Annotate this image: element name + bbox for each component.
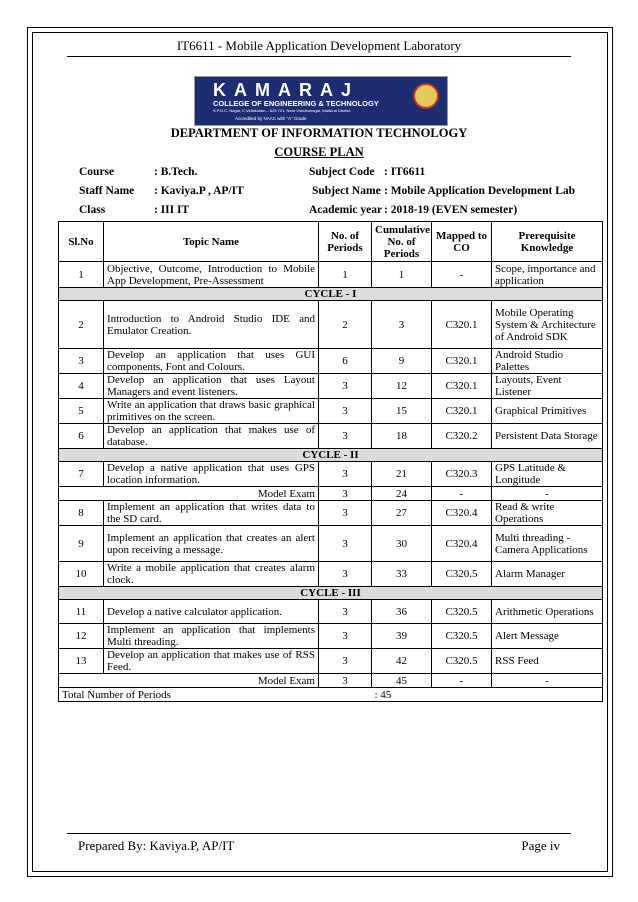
slno-cell: 12 <box>59 624 104 649</box>
cumulative-cell: 12 <box>372 374 432 399</box>
slno-cell: 9 <box>59 526 104 562</box>
prerequisite-cell: Alarm Manager <box>492 562 603 587</box>
academic-year-label: Academic year <box>309 204 383 216</box>
department-title: DEPARTMENT OF INFORMATION TECHNOLOGY <box>170 126 468 140</box>
header-prerequisite: Prerequisite Knowledge <box>492 222 603 262</box>
prerequisite-cell: Android Studio Palettes <box>492 349 603 374</box>
college-logo <box>194 76 448 126</box>
topic-cell: Develop an application that uses Layout Managers and event listeners. <box>104 374 319 399</box>
prerequisite-cell: Scope, importance and application <box>492 262 603 288</box>
cycle-row <box>59 587 603 600</box>
cycle-row <box>59 449 603 462</box>
topic-cell: Implement an application that writes data to the SD card. <box>104 501 319 526</box>
cumulative-cell: 33 <box>372 562 432 587</box>
course-plan-table <box>58 221 603 702</box>
prerequisite-cell: Persistent Data Storage <box>492 424 603 449</box>
periods-cell: 1 <box>319 262 372 288</box>
topic-cell: Develop an application that makes use of RSS Feed. <box>104 649 319 674</box>
cumulative-cell: 18 <box>372 424 432 449</box>
table-row <box>59 600 603 624</box>
periods-cell: 6 <box>319 349 372 374</box>
topic-cell: Implement an application that creates an alert upon receiving a message. <box>104 526 319 562</box>
slno-cell: 10 <box>59 562 104 587</box>
prerequisite-cell: GPS Latitude & Longitude <box>492 462 603 487</box>
prerequisite-cell: Multi threading - Camera Applications <box>492 526 603 562</box>
cumulative-cell: 3 <box>372 301 432 349</box>
header-mapped-co: Mapped to CO <box>432 222 492 262</box>
prerequisite-cell: Alert Message <box>492 624 603 649</box>
page-header: IT6611 - Mobile Application Development Laboratory <box>176 38 462 53</box>
table-row <box>59 301 603 349</box>
cumulative-cell: 36 <box>372 600 432 624</box>
table-row <box>59 562 603 587</box>
periods-cell: 3 <box>319 487 372 501</box>
periods-cell: 3 <box>319 674 372 688</box>
topic-cell: Introduction to Android Studio IDE and Emulator Creation. <box>104 301 319 349</box>
total-row <box>59 688 603 702</box>
prepared-by: Prepared By: Kaviya.P, AP/IT <box>78 838 235 853</box>
periods-cell: 3 <box>319 501 372 526</box>
mapped-co-cell: C320.3 <box>432 462 492 487</box>
header-topic: Topic Name <box>104 222 319 262</box>
topic-cell: Develop an application that uses GUI components, Font and Colours. <box>104 349 319 374</box>
cumulative-cell: 30 <box>372 526 432 562</box>
cycle-row <box>59 288 603 301</box>
table-row <box>59 462 603 487</box>
mapped-co-cell: C320.1 <box>432 349 492 374</box>
cumulative-cell: 24 <box>372 487 432 501</box>
logo-address: S.P.G.C. Nagar, K.Vellakulam – 625 701, Near Virudhunagar, Madurai District. <box>213 108 352 113</box>
periods-cell: 3 <box>319 624 372 649</box>
header-periods: No. of Periods <box>319 222 372 262</box>
subject-code-label: Subject Code <box>309 166 375 178</box>
slno-cell: 6 <box>59 424 104 449</box>
academic-year-value: : 2018-19 (EVEN semester) <box>384 204 518 216</box>
subject-name-value: : Mobile Application Development Lab <box>384 185 576 197</box>
cumulative-cell: 21 <box>372 462 432 487</box>
slno-cell: 5 <box>59 399 104 424</box>
logo-accreditation: Accredited by NAAC with "A" Grade <box>235 116 307 121</box>
topic-cell: Write a mobile application that creates alarm clock. <box>104 562 319 587</box>
prerequisite-cell: Graphical Primitives <box>492 399 603 424</box>
table-row <box>59 399 603 424</box>
slno-cell: 11 <box>59 600 104 624</box>
mapped-co-cell: - <box>432 674 492 688</box>
periods-cell: 3 <box>319 399 372 424</box>
total-value: : 45 <box>372 688 603 702</box>
slno-cell: 4 <box>59 374 104 399</box>
exam-row <box>59 674 603 688</box>
mapped-co-cell: C320.4 <box>432 526 492 562</box>
class-value: : III IT <box>154 204 190 216</box>
footer-rule <box>67 833 571 834</box>
exam-row <box>59 487 603 501</box>
cumulative-cell: 1 <box>372 262 432 288</box>
table-row <box>59 526 603 562</box>
prerequisite-cell: - <box>492 674 603 688</box>
exam-label: Model Exam <box>59 674 319 688</box>
table-row <box>59 374 603 399</box>
cycle-label: CYCLE - II <box>59 449 603 462</box>
course-value: : B.Tech. <box>154 166 198 178</box>
course-plan-title: COURSE PLAN <box>274 145 364 159</box>
topic-cell: Write an application that draws basic graphical primitives on the screen. <box>104 399 319 424</box>
course-label: Course <box>79 166 115 178</box>
prerequisite-cell: RSS Feed <box>492 649 603 674</box>
cumulative-cell: 15 <box>372 399 432 424</box>
cycle-label: CYCLE - I <box>59 288 603 301</box>
periods-cell: 3 <box>319 649 372 674</box>
mapped-co-cell: C320.5 <box>432 562 492 587</box>
staff-label: Staff Name <box>79 185 135 197</box>
prerequisite-cell: - <box>492 487 603 501</box>
mapped-co-cell: C320.5 <box>432 624 492 649</box>
topic-cell: Develop a native calculator application. <box>104 600 319 624</box>
periods-cell: 3 <box>319 562 372 587</box>
periods-cell: 3 <box>319 424 372 449</box>
prerequisite-cell: Read & write Operations <box>492 501 603 526</box>
mapped-co-cell: C320.1 <box>432 301 492 349</box>
mapped-co-cell: C320.2 <box>432 424 492 449</box>
seal-icon <box>413 83 439 109</box>
topic-cell: Objective, Outcome, Introduction to Mobile App Development, Pre-Assessment <box>104 262 319 288</box>
slno-cell: 8 <box>59 501 104 526</box>
slno-cell: 13 <box>59 649 104 674</box>
slno-cell: 1 <box>59 262 104 288</box>
page-number: Page iv <box>521 838 560 853</box>
subject-code-value: : IT6611 <box>384 166 426 178</box>
subject-name-label: Subject Name <box>312 185 381 197</box>
mapped-co-cell: C320.4 <box>432 501 492 526</box>
prerequisite-cell: Layouts, Event Listener <box>492 374 603 399</box>
slno-cell: 3 <box>59 349 104 374</box>
cumulative-cell: 42 <box>372 649 432 674</box>
mapped-co-cell: C320.1 <box>432 399 492 424</box>
cumulative-cell: 9 <box>372 349 432 374</box>
logo-name: KAMARAJ <box>213 80 359 100</box>
mapped-co-cell: - <box>432 262 492 288</box>
cumulative-cell: 45 <box>372 674 432 688</box>
topic-cell: Develop an application that makes use of database. <box>104 424 319 449</box>
mapped-co-cell: - <box>432 487 492 501</box>
table-header-row <box>59 222 603 262</box>
table-row <box>59 262 603 288</box>
header-slno: Sl.No <box>59 222 104 262</box>
class-label: Class <box>79 204 106 216</box>
total-label: Total Number of Periods <box>59 688 372 702</box>
slno-cell: 2 <box>59 301 104 349</box>
header-cumulative: Cumulative No. of Periods <box>372 222 432 262</box>
mapped-co-cell: C320.5 <box>432 600 492 624</box>
slno-cell: 7 <box>59 462 104 487</box>
table-body <box>59 262 603 688</box>
table-row <box>59 624 603 649</box>
prerequisite-cell: Arithmetic Operations <box>492 600 603 624</box>
topic-cell: Implement an application that implements Multi threading. <box>104 624 319 649</box>
cumulative-cell: 27 <box>372 501 432 526</box>
header-rule <box>67 56 571 57</box>
cycle-label: CYCLE - III <box>59 587 603 600</box>
periods-cell: 3 <box>319 526 372 562</box>
periods-cell: 3 <box>319 374 372 399</box>
table-row <box>59 424 603 449</box>
exam-label: Model Exam <box>59 487 319 501</box>
prerequisite-cell: Mobile Operating System & Architecture of Android SDK <box>492 301 603 349</box>
periods-cell: 3 <box>319 600 372 624</box>
mapped-co-cell: C320.1 <box>432 374 492 399</box>
table-row <box>59 501 603 526</box>
periods-cell: 2 <box>319 301 372 349</box>
staff-value: : Kaviya.P , AP/IT <box>154 185 244 197</box>
topic-cell: Develop a native application that uses GPS location information. <box>104 462 319 487</box>
mapped-co-cell: C320.5 <box>432 649 492 674</box>
logo-college: COLLEGE OF ENGINEERING & TECHNOLOGY <box>213 99 379 108</box>
table-row <box>59 649 603 674</box>
periods-cell: 3 <box>319 462 372 487</box>
cumulative-cell: 39 <box>372 624 432 649</box>
table-row <box>59 349 603 374</box>
